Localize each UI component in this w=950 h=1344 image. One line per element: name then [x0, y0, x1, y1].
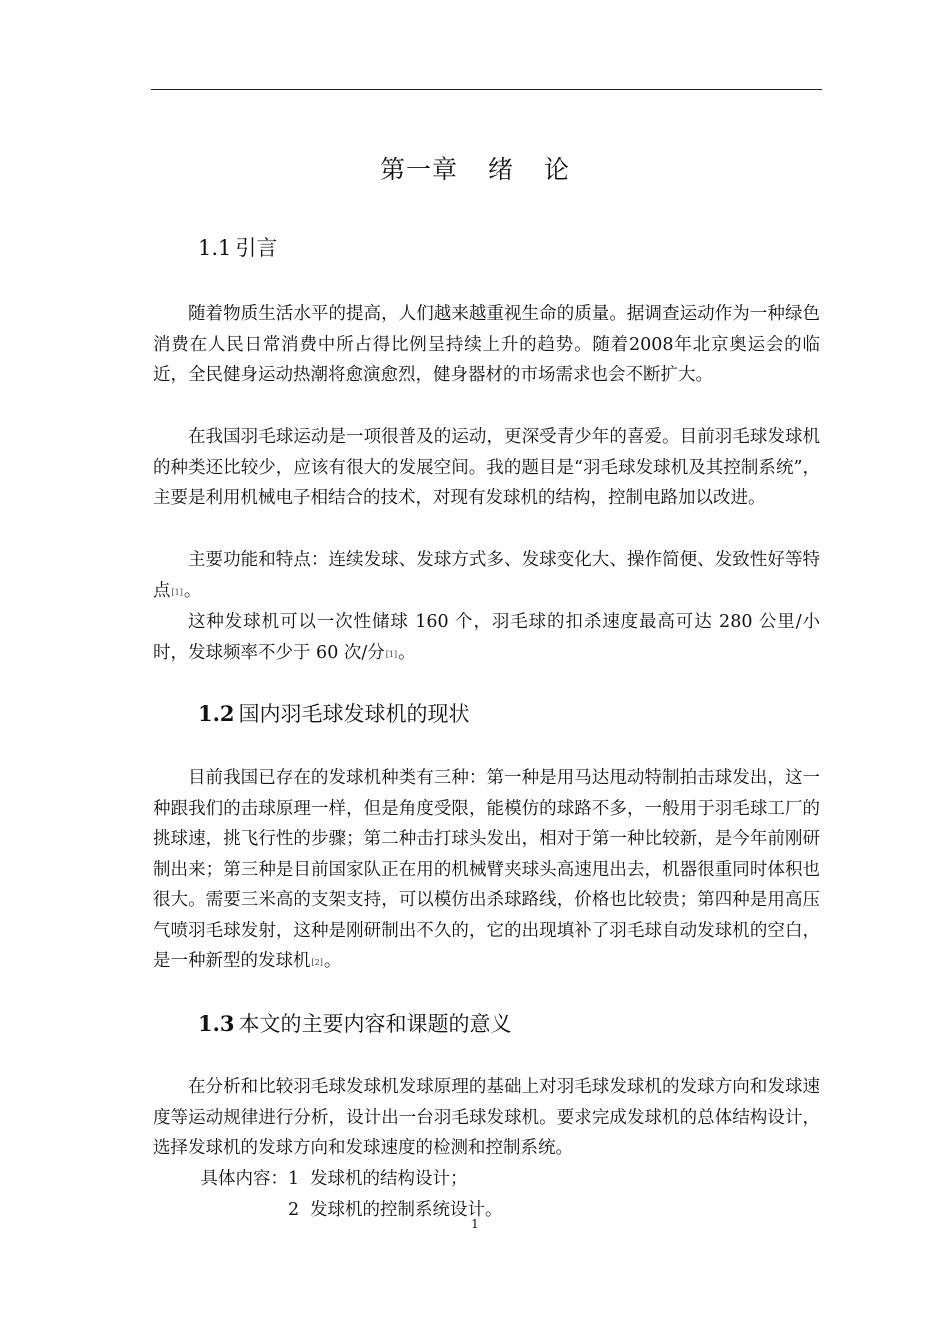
- list-item-number: 1: [288, 1169, 300, 1189]
- chapter-title-word2: 论: [544, 155, 571, 184]
- paragraph-end: 。: [398, 642, 416, 663]
- section-heading-1-3: [198, 1009, 512, 1039]
- section-title: 引言: [235, 236, 278, 260]
- section-title: 本文的主要内容和课题的意义: [238, 1012, 512, 1036]
- paragraph-text: 主要功能和特点：连续发球、发球方式多、发球变化大、操作简便、发致性好等特点: [153, 550, 820, 601]
- citation: [1]: [385, 649, 398, 659]
- list-lead: 具体内容：: [200, 1169, 288, 1189]
- citation: [2]: [311, 958, 323, 967]
- list-item-text: 发球机的结构设计；: [310, 1169, 468, 1189]
- paragraph-end: 。: [323, 951, 342, 971]
- section-heading-1-1: [198, 233, 277, 263]
- paragraph-end: 。: [183, 580, 202, 601]
- paragraph: 随着物质生活水平的提高，人们越来越重视生命的质量。据调查运动作为一种绿色消费在人民日常消费中所占得比例呈持续上升的趋势。随着2008年北京奥运会的临近，全民健身运动热潮将愈演愈烈，健身器材的市场需求也会不断扩大。: [153, 304, 820, 385]
- paragraph: [153, 545, 820, 609]
- header-rule: [151, 89, 822, 90]
- paragraph-text: 这种发球机可以一次性储球 160 个，羽毛球的扣杀速度最高可达 280 公里/小时，发球频率不少于 60 次/分: [153, 612, 820, 663]
- page-number: 1: [471, 1217, 479, 1231]
- section-heading-1-2: [198, 699, 470, 729]
- paragraph: 在我国羽毛球运动是一项很普及的运动，更深受青少年的喜爱。目前羽毛球发球机的种类还比较少，应该有很大的发展空间。我的题目是“羽毛球发球机及其控制系统”，主要是利用机械电子相结合的技术，对现有发球机的结构，控制电路加以改进。: [153, 427, 820, 508]
- section-number: 1.3: [198, 1011, 235, 1036]
- chapter-title: [0, 150, 950, 186]
- chapter-title-word1: 绪: [487, 155, 514, 184]
- paragraph: [153, 607, 820, 671]
- citation: [1]: [171, 587, 183, 597]
- paragraph: [153, 763, 820, 980]
- section-number: 1.1: [198, 236, 232, 260]
- chapter-title-label: 第一章: [379, 155, 458, 184]
- list-item-text: 发球机的控制系统设计。: [310, 1199, 503, 1220]
- content-list: [153, 1164, 820, 1225]
- section-number: 1.2: [198, 701, 235, 726]
- list-item: [153, 1164, 820, 1195]
- section-title: 国内羽毛球发球机的现状: [238, 702, 470, 726]
- paragraph: 在分析和比较羽毛球发球机发球原理的基础上对羽毛球发球机的发球方向和发球速度等运动规律进行分析，设计出一台羽毛球发球机。要求完成发球机的总体结构设计，选择发球机的发球方向和发球速度的检测和控制系统。: [153, 1077, 820, 1158]
- list-item-number: 2: [288, 1199, 300, 1220]
- paragraph-text: 目前我国已存在的发球机种类有三种：第一种是用马达甩动特制拍击球发出，这一种跟我们的击球原理一样，但是角度受限，能模仿的球路不多，一般用于羽毛球工厂的挑球速，挑飞行性的步骤；第二种击打球头发出，相对于第一种比较新，是今年前刚研制出来；第三种是目前国家队正在用的机械臂夹球头高速甩出去，机器很重同时体积也很大。需要三米高的支架支持，可以模仿出杀球路线，价格也比较贵；第四种是用高压气喷羽毛球发射，这种是刚研制出不久的，它的出现填补了羽毛球自动发球机的空白，是一种新型的发球机: [153, 768, 820, 971]
